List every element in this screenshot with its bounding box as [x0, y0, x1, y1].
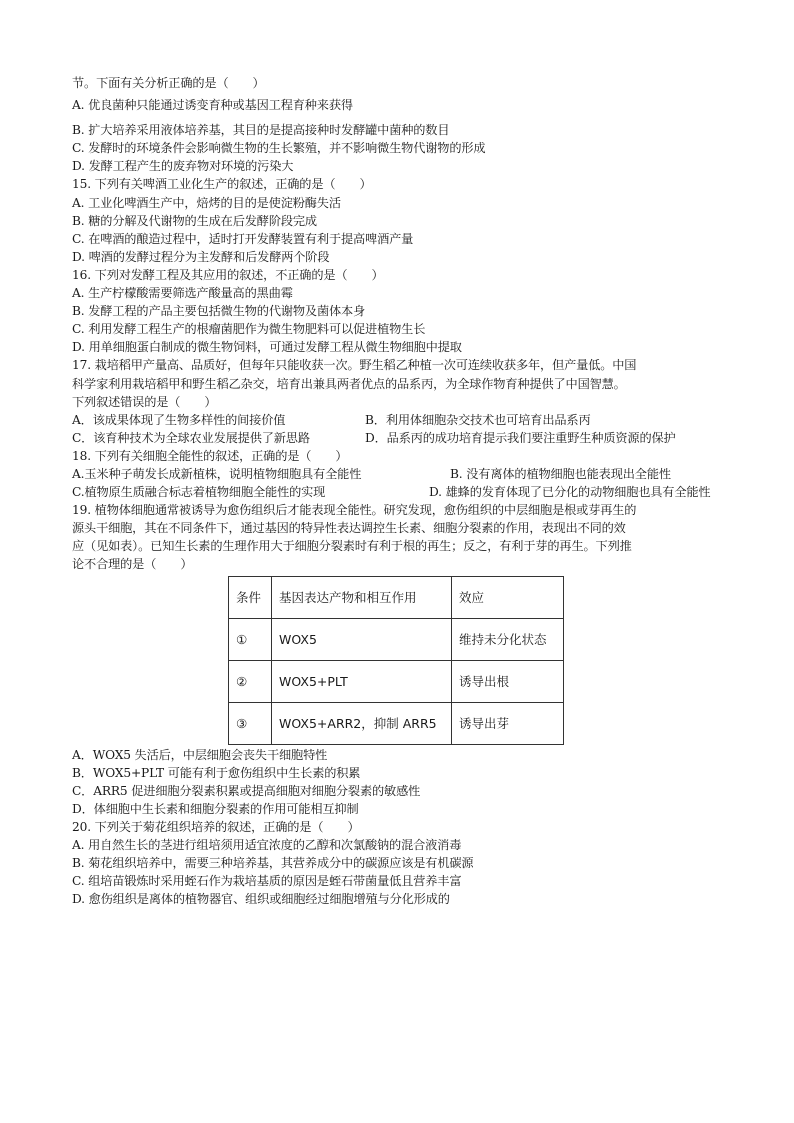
q17-option-b: B．利用体细胞杂交技术也可培育出品系丙 — [365, 412, 591, 427]
q18-stem: 18. 下列有关细胞全能性的叙述，正确的是（ ） — [72, 448, 348, 463]
q15-option-a: A. 工业化啤酒生产中，焙烤的目的是使淀粉酶失活 — [72, 195, 341, 210]
q17-option-a: A．该成果体现了生物多样性的间接价值 — [72, 412, 286, 427]
table-header-row — [229, 576, 564, 618]
q19-table — [228, 576, 564, 745]
q14-option-a: A. 优良菌种只能通过诱变育种或基因工程育种来获得 — [72, 98, 353, 113]
q14-stem-tail: 节。下面有关分析正确的是（ ） — [72, 76, 265, 90]
q20-option-d: D. 愈伤组织是离体的植物器官、组织或细胞经过细胞增殖与分化形成的 — [72, 892, 450, 907]
q17-options-row1 — [72, 411, 732, 429]
q16-option-c: C. 利用发酵工程生产的根瘤菌肥作为微生物肥料可以促进植物生长 — [72, 322, 426, 337]
table-cell: 诱导出芽 — [452, 702, 564, 744]
q20-option-b: B. 菊花组织培养中，需要三种培养基，其营养成分中的碳源应该是有机碳源 — [72, 856, 474, 871]
q14-option-c: C. 发酵时的环境条件会影响微生物的生长繁殖，并不影响微生物代谢物的形成 — [72, 141, 486, 156]
q16-stem: 16. 下列对发酵工程及其应用的叙述，不正确的是（ ） — [72, 267, 384, 282]
q18-options-row2 — [72, 483, 732, 501]
table-header-cell: 效应 — [452, 576, 564, 618]
table-cell: WOX5+PLT — [272, 660, 452, 702]
table-header-cell: 条件 — [229, 576, 272, 618]
q14-option-d: D. 发酵工程产生的废弃物对环境的污染大 — [72, 159, 294, 174]
q20-stem: 20. 下列关于菊花组织培养的叙述，正确的是（ ） — [72, 819, 360, 834]
table-cell: WOX5 — [272, 618, 452, 660]
q17-stem-line1: 17. 栽培稻甲产量高、品质好，但每年只能收获一次。野生稻乙种植一次可连续收获多年，但产量低。中国 — [72, 358, 637, 373]
table-cell: ③ — [229, 702, 272, 744]
q20-option-c: C. 组培苗锻炼时采用蛭石作为栽培基质的原因是蛭石带菌量低且营养丰富 — [72, 874, 462, 889]
q14-option-b: B. 扩大培养采用液体培养基，其目的是提高接种时发酵罐中菌种的数目 — [72, 123, 450, 138]
q20-option-a: A. 用自然生长的茎进行组培须用适宜浓度的乙醇和次氯酸钠的混合液消毒 — [72, 838, 462, 852]
q15-option-d: D. 啤酒的发酵过程分为主发酵和后发酵两个阶段 — [72, 249, 330, 264]
q19-option-a: A．WOX5 失活后，中层细胞会丧失干细胞特性 — [72, 747, 328, 762]
q19-option-b: B．WOX5+PLT 可能有利于愈伤组织中生长素的积累 — [72, 765, 361, 780]
q16-option-b: B. 发酵工程的产品主要包括微生物的代谢物及菌体本身 — [72, 304, 366, 319]
q17-option-d: D．品系丙的成功培育提示我们要注重野生种质资源的保护 — [365, 430, 676, 445]
table-cell: ② — [229, 660, 272, 702]
q15-option-c: C. 在啤酒的酿造过程中，适时打开发酵装置有利于提高啤酒产量 — [72, 231, 414, 246]
q18-option-c: C.植物原生质融合标志着植物细胞全能性的实现 — [72, 485, 326, 500]
q18-option-d: D. 雄蜂的发育体现了已分化的动物细胞也具有全能性 — [429, 485, 711, 500]
exam-page — [72, 74, 732, 908]
table-cell: 诱导出根 — [452, 660, 564, 702]
table-row — [229, 702, 564, 744]
q16-option-d: D. 用单细胞蛋白制成的微生物饲料，可通过发酵工程从微生物细胞中提取 — [72, 340, 462, 355]
table-cell: ① — [229, 618, 272, 660]
q17-options-row2 — [72, 429, 732, 447]
q17-stem-line3: 下列叙述错误的是（ ） — [72, 394, 217, 409]
q18-options-row1 — [72, 465, 732, 483]
q15-stem: 15. 下列有关啤酒工业化生产的叙述，正确的是（ ） — [72, 177, 372, 192]
table-cell: WOX5+ARR2，抑制 ARR5 — [272, 702, 452, 744]
q18-option-a: A.玉米种子萌发长成新植株，说明植物细胞具有全能性 — [72, 466, 362, 481]
table-row — [229, 618, 564, 660]
q19-stem-line1: 19. 植物体细胞通常被诱导为愈伤组织后才能表现全能性。研究发现，愈伤组织的中层细胞是根或芽再生的 — [72, 503, 637, 518]
q19-stem-line2: 源头干细胞，其在不同条件下，通过基因的特异性表达调控生长素、细胞分裂素的作用，表现出不同的效 — [72, 521, 626, 536]
q19-option-c: C．ARR5 促进细胞分裂素积累或提高细胞对细胞分裂素的敏感性 — [72, 783, 421, 798]
q19-stem-line3: 应（见如表）。已知生长素的生理作用大于细胞分裂素时有利于根的再生；反之，有利于芽的再生。下列推 — [72, 539, 632, 554]
q19-option-d: D．体细胞中生长素和细胞分裂素的作用可能相互抑制 — [72, 801, 359, 816]
q18-option-b: B. 没有离体的植物细胞也能表现出全能性 — [450, 466, 671, 481]
table-cell: 维持未分化状态 — [452, 618, 564, 660]
q19-stem-line4: 论不合理的是（ ） — [72, 557, 193, 572]
table-row — [229, 660, 564, 702]
q15-option-b: B. 糖的分解及代谢物的生成在后发酵阶段完成 — [72, 213, 317, 228]
table-header-cell: 基因表达产物和相互作用 — [272, 576, 452, 618]
q16-option-a: A. 生产柠檬酸需要筛选产酸量高的黑曲霉 — [72, 286, 293, 301]
q17-option-c: C．该育种技术为全球农业发展提供了新思路 — [72, 430, 310, 445]
q17-stem-line2: 科学家利用栽培稻甲和野生稻乙杂交，培育出兼具两者优点的品系丙，为全球作物育种提供了中国智慧。 — [72, 376, 626, 391]
